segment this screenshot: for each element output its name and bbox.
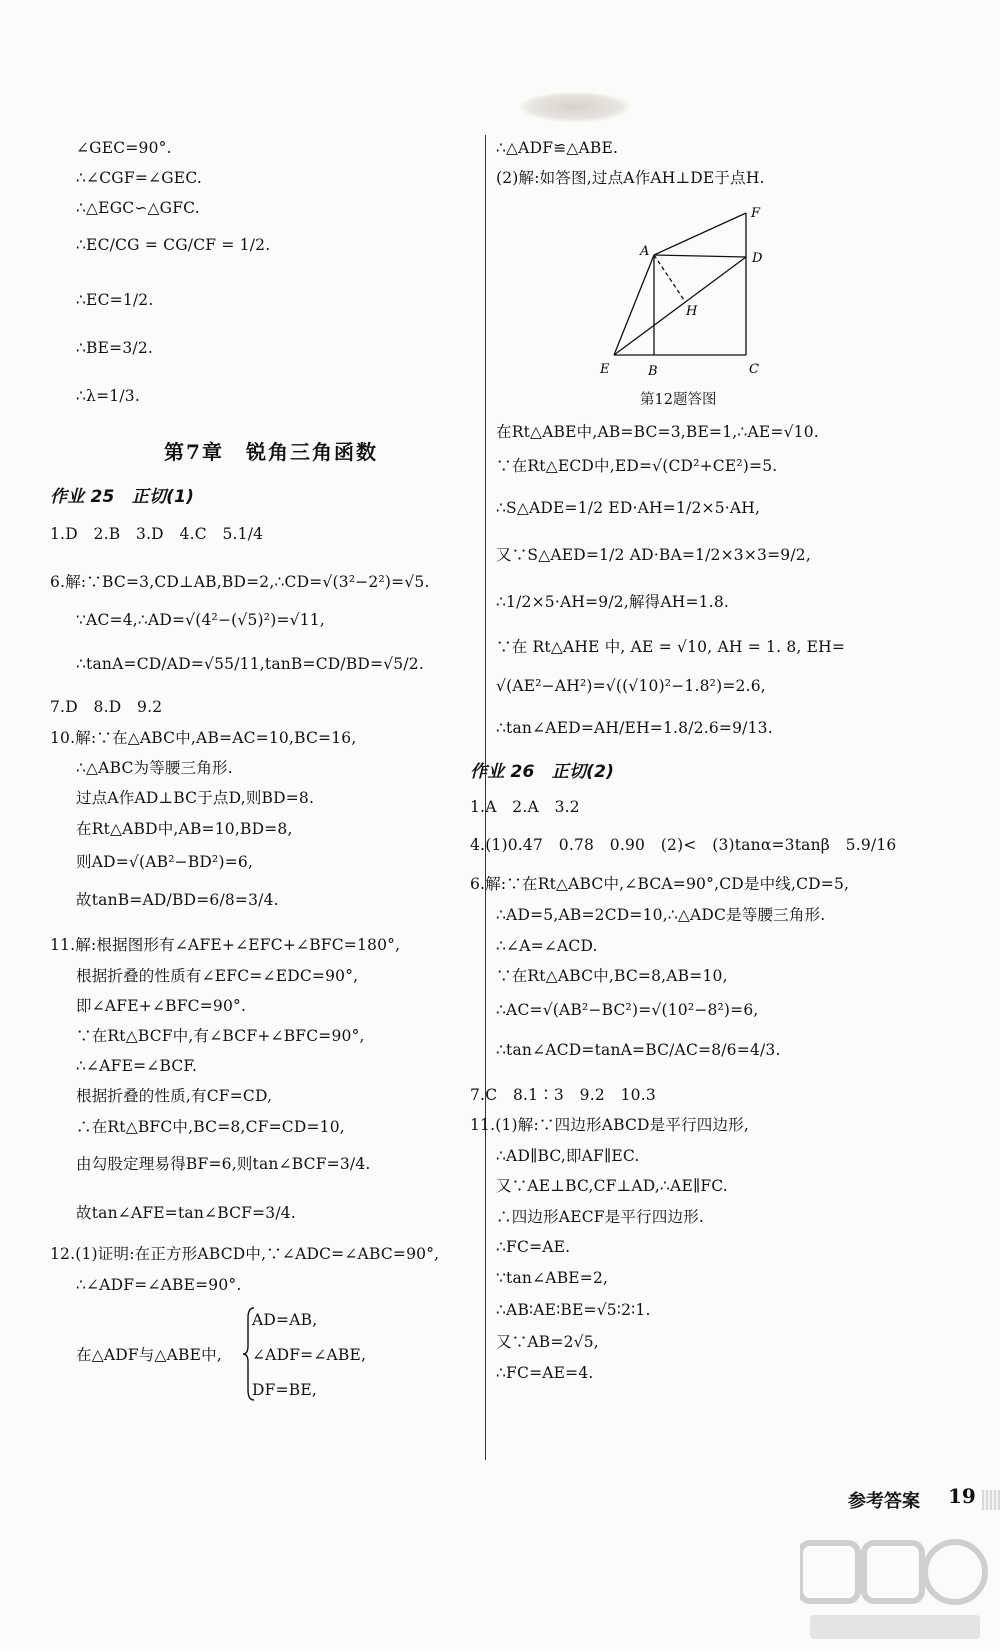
text-line: ∴tanA=CD/AD=√55/11,tanB=CD/BD=√5/2.	[76, 655, 424, 673]
text-line: ∴∠CGF=∠GEC.	[76, 169, 202, 187]
text-line: 在△ADF与△ABE中,	[76, 1346, 222, 1364]
text-line: 故tanB=AD/BD=6/8=3/4.	[76, 891, 279, 909]
text-line: ∴∠A=∠ACD.	[496, 937, 598, 955]
text-line: ∴∠AFE=∠BCF.	[76, 1057, 198, 1075]
text-line: ∴∠ADF=∠ABE=90°.	[76, 1276, 242, 1294]
text-line: ∴AD∥BC,即AF∥EC.	[496, 1147, 640, 1165]
text-line: ∵在Rt△BCF中,有∠BCF+∠BFC=90°,	[76, 1027, 365, 1045]
footer-decoration	[982, 1490, 1000, 1510]
label-A: A	[640, 244, 650, 259]
text-line: ∴1/2×5·AH=9/2,解得AH=1.8.	[496, 593, 730, 611]
text-line: 又∵S△AED=1/2 AD·BA=1/2×3×3=9/2,	[496, 546, 811, 564]
text-line: ∠ADF=∠ABE,	[252, 1346, 367, 1364]
label-H: H	[686, 304, 698, 319]
text-line: 根据折叠的性质有∠EFC=∠EDC=90°,	[76, 967, 359, 985]
text-line: ∴FC=AE.	[496, 1238, 571, 1256]
text-line: 1.D 2.B 3.D 4.C 5.1/4	[50, 525, 264, 543]
footer-label: 参考答案	[848, 1491, 920, 1512]
text-line: 1.A 2.A 3.2	[470, 798, 580, 816]
text-line: ∵在 Rt△AHE 中, AE = √10, AH = 1. 8, EH=	[496, 638, 846, 656]
text-line: AD=AB,	[252, 1311, 318, 1329]
text-line: ∠GEC=90°.	[76, 139, 172, 157]
text-line: 又∵AE⊥BC,CF⊥AD,∴AE∥FC.	[496, 1177, 728, 1195]
label-F: F	[751, 206, 761, 221]
text-line: ∴AD=5,AB=2CD=10,∴△ADC是等腰三角形.	[496, 906, 826, 924]
text-line: 则AD=√(AB²−BD²)=6,	[76, 853, 254, 871]
text-line: 7.D 8.D 9.2	[50, 698, 163, 716]
text-line: 又∵AB=2√5,	[496, 1333, 599, 1351]
text-line: 在Rt△ABD中,AB=10,BD=8,	[76, 820, 293, 838]
text-line: ∵AC=4,∴AD=√(4²−(√5)²)=√11,	[76, 611, 325, 629]
text-line: ∴AC=√(AB²−BC²)=√(10²−8²)=6,	[496, 1001, 759, 1019]
label-C: C	[749, 362, 759, 377]
label-B: B	[648, 364, 658, 379]
text-line: ∴FC=AE=4.	[496, 1364, 594, 1382]
text-line: 根据折叠的性质,有CF=CD,	[76, 1087, 273, 1105]
text-line: 6.解:∵在Rt△ABC中,∠BCA=90°,CD是中线,CD=5,	[470, 875, 850, 893]
geometry-figure	[596, 205, 796, 380]
text-line: ∵在Rt△ABC中,BC=8,AB=10,	[496, 967, 728, 985]
text-line: ∴在Rt△BFC中,BC=8,CF=CD=10,	[76, 1118, 345, 1136]
text-line: ∴tan∠ACD=tanA=BC/AC=8/6=4/3.	[496, 1041, 781, 1059]
text-line: ∴△EGC∽△GFC.	[76, 199, 200, 217]
text-line: ∴EC=1/2.	[76, 291, 154, 309]
watermark-logo	[800, 1535, 990, 1645]
text-line: 10.解:∵在△ABC中,AB=AC=10,BC=16,	[50, 729, 357, 747]
text-line: DF=BE,	[252, 1381, 318, 1399]
text-line: 在Rt△ABE中,AB=BC=3,BE=1,∴AE=√10.	[496, 423, 819, 441]
homework-26-title: 作业 26 正切(2)	[470, 762, 615, 782]
text-line: 11.解:根据图形有∠AFE+∠EFC+∠BFC=180°,	[50, 936, 401, 954]
text-line: ∵在Rt△ECD中,ED=√(CD²+CE²)=5.	[496, 457, 778, 475]
label-E: E	[600, 362, 610, 377]
text-line: 故tan∠AFE=tan∠BCF=3/4.	[76, 1204, 296, 1222]
text-line: ∴△ADF≌△ABE.	[496, 139, 619, 157]
text-line: 6.解:∵BC=3,CD⊥AB,BD=2,∴CD=√(3²−2²)=√5.	[50, 573, 430, 591]
text-line: ∴S△ADE=1/2 ED·AH=1/2×5·AH,	[496, 499, 761, 517]
text-line: (2)解:如答图,过点A作AH⊥DE于点H.	[496, 169, 765, 187]
text-line: ∵tan∠ABE=2,	[496, 1269, 609, 1287]
text-line: ∴λ=1/3.	[76, 387, 140, 405]
text-line: 由勾股定理易得BF=6,则tan∠BCF=3/4.	[76, 1155, 371, 1173]
text-line: ∴△ABC为等腰三角形.	[76, 759, 233, 777]
text-line: ∴AB∶AE∶BE=√5∶2∶1.	[496, 1301, 651, 1319]
text-line: 12.(1)证明:在正方形ABCD中,∵∠ADC=∠ABC=90°,	[50, 1245, 440, 1263]
chapter-title: 第7章 锐角三角函数	[164, 440, 378, 464]
text-line: 即∠AFE+∠BFC=90°.	[76, 997, 247, 1015]
text-line: ∴四边形AECF是平行四边形.	[496, 1208, 705, 1226]
homework-25-title: 作业 25 正切(1)	[50, 487, 195, 507]
text-line: √(AE²−AH²)=√((√10)²−1.8²)=2.6,	[496, 677, 766, 695]
text-line: 11.(1)解:∵四边形ABCD是平行四边形,	[470, 1116, 750, 1134]
label-D: D	[752, 251, 763, 266]
text-line: ∴EC/CG = CG/CF = 1/2.	[76, 236, 271, 254]
text-line: 过点A作AD⊥BC于点D,则BD=8.	[76, 789, 315, 807]
text-line: ∴tan∠AED=AH/EH=1.8/2.6=9/13.	[496, 719, 773, 737]
text-line: 4.(1)0.47 0.78 0.90 (2)< (3)tanα=3tanβ 5.9/16	[470, 836, 897, 854]
text-line: ∴BE=3/2.	[76, 339, 154, 357]
scan-smudge	[520, 92, 630, 122]
figure-caption: 第12题答图	[640, 392, 717, 408]
text-line: 7.C 8.1∶3 9.2 10.3	[470, 1086, 656, 1104]
page-number: 19	[948, 1484, 976, 1508]
